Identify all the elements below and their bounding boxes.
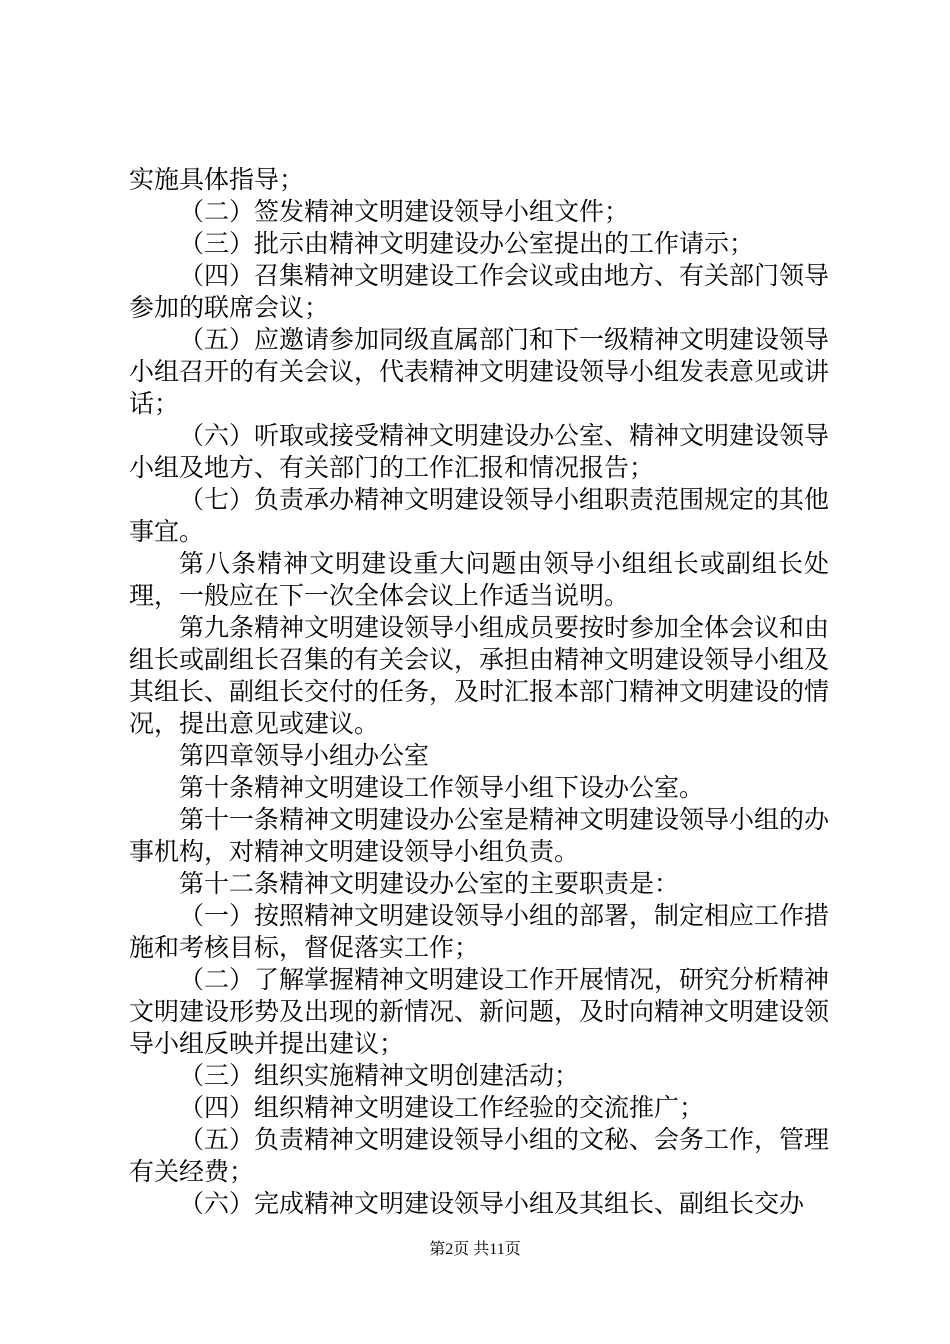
paragraph: （六）听取或接受精神文明建设办公室、精神文明建设领导小组及地方、有关部门的工作汇报和情况报告； <box>129 421 830 482</box>
paragraph: （三）批示由精神文明建设办公室提出的工作请示； <box>179 229 755 258</box>
paragraph: 第十二条精神文明建设办公室的主要职责是： <box>179 869 680 898</box>
paragraph: （三）组织实施精神文明创建活动； <box>179 1061 580 1090</box>
paragraph: （七）负责承办精神文明建设领导小组职责范围规定的其他事宜。 <box>129 485 830 546</box>
paragraph: （四）组织精神文明建设工作经验的交流推广； <box>179 1093 705 1122</box>
paragraph: （二）了解掌握精神文明建设工作开展情况，研究分析精神文明建设形势及出现的新情况、新问题，及时向精神文明建设领导小组反映并提出建议； <box>129 965 830 1058</box>
paragraph: 第十一条精神文明建设办公室是精神文明建设领导小组的办事机构，对精神文明建设领导小组负责。 <box>129 805 830 866</box>
paragraph: （二）签发精神文明建设领导小组文件； <box>179 197 630 226</box>
paragraph: 实施具体指导； <box>129 165 305 194</box>
page-footer: 第2页 共11页 <box>429 1241 521 1258</box>
paragraph: （六）完成精神文明建设领导小组及其组长、副组长交办 <box>179 1189 805 1218</box>
paragraph: 第九条精神文明建设领导小组成员要按时参加全体会议和由组长或副组长召集的有关会议，承担由精神文明建设领导小组及其组长、副组长交付的任务，及时汇报本部门精神文明建设的情况，提出意见或建议。 <box>129 613 830 738</box>
paragraph: 第八条精神文明建设重大问题由领导小组组长或副组长处理，一般应在下一次全体会议上作适当说明。 <box>129 549 829 610</box>
paragraph: （四）召集精神文明建设工作会议或由地方、有关部门领导参加的联席会议； <box>129 261 830 322</box>
paragraph: （五）负责精神文明建设领导小组的文秘、会务工作，管理有关经费； <box>129 1125 830 1186</box>
paragraph: （五）应邀请参加同级直属部门和下一级精神文明建设领导小组召开的有关会议，代表精神文明建设领导小组发表意见或讲话； <box>129 325 830 418</box>
paragraph: 第四章领导小组办公室 <box>179 741 430 770</box>
document-body <box>129 164 829 1220</box>
paragraph: （一）按照精神文明建设领导小组的部署，制定相应工作措施和考核目标，督促落实工作； <box>129 901 830 962</box>
paragraph: 第十条精神文明建设工作领导小组下设办公室。 <box>179 773 705 802</box>
